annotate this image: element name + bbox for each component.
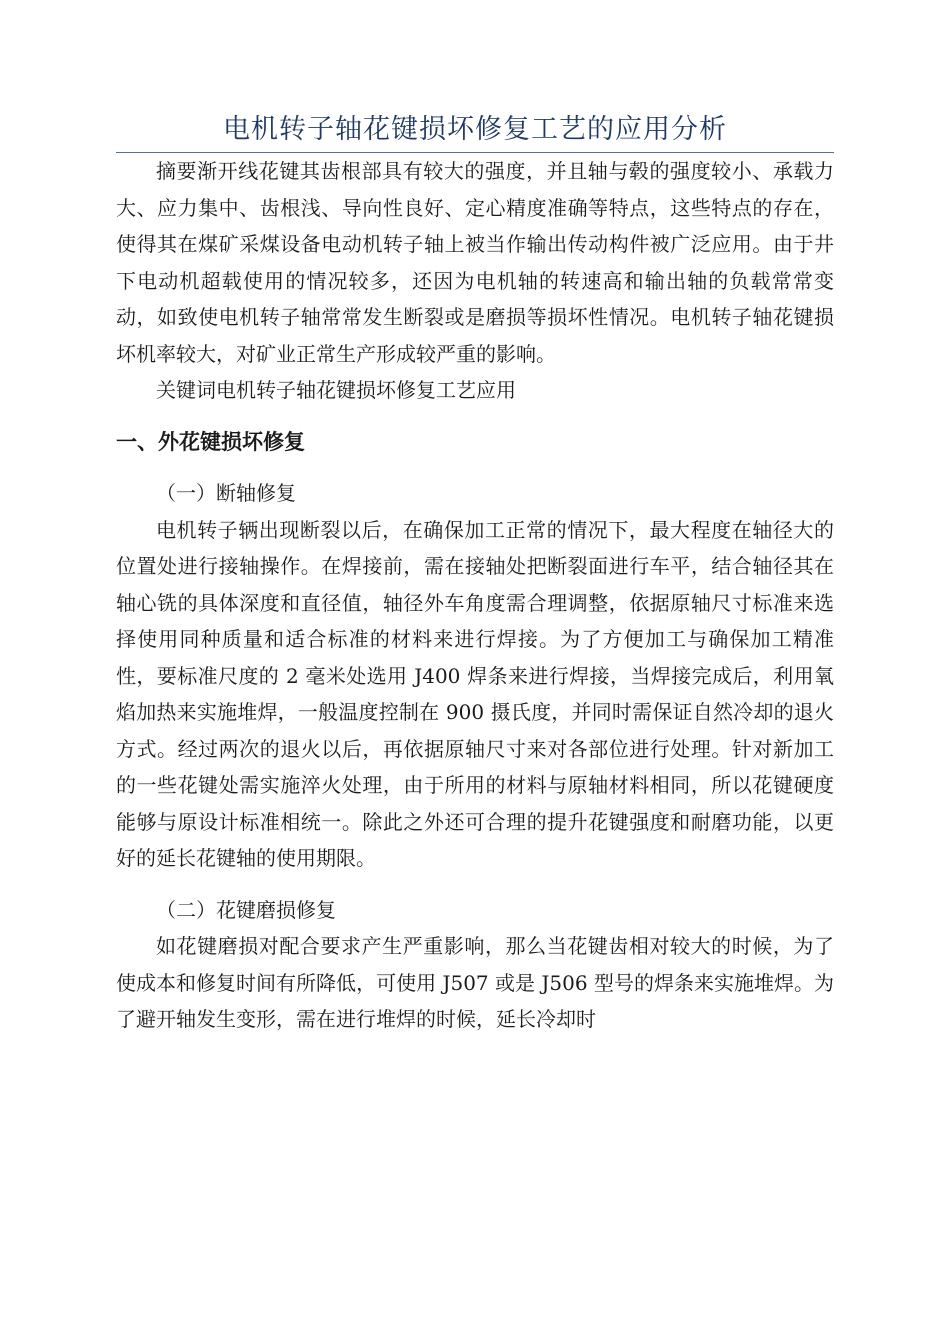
document-page: [116, 110, 834, 1038]
document-title: 电机转子轴花键损坏修复工艺的应用分析: [116, 110, 834, 153]
abstract-paragraph: 摘要渐开线花键其齿根部具有较大的强度，并且轴与毂的强度较小、承载力大、应力集中、齿根浅、导向性良好、定心精度准确等特点，这些特点的存在，使得其在煤矿采煤设备电动机转子轴上被当作输出传动构件被广泛应用。由于井下电动机超载使用的情况较多，还因为电机轴的转速高和输出轴的负载常常变动，如致使电机转子轴常常发生断裂或是磨损等损坏性情况。电机转子轴花键损坏机率较大，对矿业正常生产形成较严重的影响。: [116, 159, 834, 366]
subsection-heading-1: （一）断轴修复: [156, 481, 296, 505]
section-heading-1: 一、外花键损坏修复: [116, 429, 305, 454]
body-paragraph-1: 电机转子辆出现断裂以后，在确保加工正常的情况下，最大程度在轴径大的位置处进行接轴操作。在焊接前，需在接轴处把断裂面进行车平，结合轴径其在轴心铣的具体深度和直径值，轴径外车角度需合理调整，依据原轴尺寸标准来选择使用同种质量和适合标准的材料来进行焊接。为了方便加工与确保加工精准性，要标准尺度的 2 毫米处选用 J400 焊条来进行焊接，当焊接完成后，利用氧焰加热来实施堆焊，一般温度控制在 900 摄氏度，并同时需保证自然冷却的退火方式。经过两次的退火以后，再依据原轴尺寸来对各部位进行处理。针对新加工的一些花键处需实施淬火处理，由于所用的材料与原轴材料相同，所以花键硬度能够与原设计标准相统一。除此之外还可合理的提升花键强度和耐磨功能，以更好的延长花键轴的使用期限。: [116, 517, 834, 870]
subsection-heading-2: （二）花键磨损修复: [156, 897, 336, 922]
keywords-line: 关键词电机转子轴花键损坏修复工艺应用: [156, 378, 516, 402]
body-paragraph-2: 如花键磨损对配合要求产生严重影响，那么当花键齿相对较大的时候，为了使成本和修复时间有所降低，可使用 J507 或是 J506 型号的焊条来实施堆焊。为了避开轴发生变形，需在进行堆焊的时候，延长冷却时: [116, 934, 834, 1031]
